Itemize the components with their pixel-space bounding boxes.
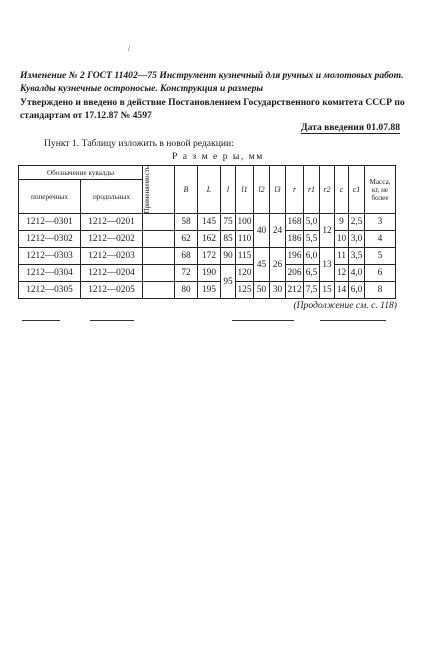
- header-r: r: [286, 166, 304, 214]
- cell-r1: 7,5: [304, 282, 320, 299]
- dimensions-table: [18, 165, 396, 299]
- table-header-row: [19, 166, 396, 180]
- cell-b: 72: [175, 265, 198, 282]
- cell-r1: 5,5: [304, 231, 320, 248]
- cell-c: 12: [335, 265, 349, 282]
- cell-code-longitudinal: 1212—0205: [81, 282, 143, 299]
- bottom-rule-right: [320, 320, 386, 321]
- header-applicability-label: Применяемость: [143, 166, 151, 214]
- cell-code-transverse: 1212—0304: [19, 265, 81, 282]
- cell-mass: 4: [365, 231, 396, 248]
- header-l: L: [198, 166, 221, 214]
- cell-l: 190: [198, 265, 221, 282]
- cell-l3: 30: [270, 282, 286, 299]
- cell-c1: 3,5: [349, 248, 365, 265]
- cell-c1: 2,5: [349, 214, 365, 231]
- cell-l2: 40: [254, 214, 270, 248]
- header-l-small: l: [221, 166, 236, 214]
- cell-r2: 13: [320, 248, 335, 282]
- cell-l: 195: [198, 282, 221, 299]
- cell-l-small: 85: [221, 231, 236, 248]
- header-l3: l3: [270, 166, 286, 214]
- cell-l3: 24: [270, 214, 286, 248]
- table-row: [19, 265, 396, 282]
- effective-date-text: Дата введения 01.07.88: [300, 122, 400, 133]
- cell-r: 168: [286, 214, 304, 231]
- bottom-rule-middle-left: [90, 320, 134, 321]
- table-row: [19, 248, 396, 265]
- header-transverse: поперечных: [19, 180, 81, 214]
- cell-code-transverse: 1212—0301: [19, 214, 81, 231]
- cell-c1: 3,0: [349, 231, 365, 248]
- amendment-heading: Изменение № 2 ГОСТ 11402—75 Инструмент кузнечный для ручных и молотовых работ. Кувалды кузнечные остроносые. Конструкция и размеры: [20, 70, 404, 94]
- header-l1: l1: [236, 166, 254, 214]
- cell-l1: 125: [236, 282, 254, 299]
- cell-l2: 45: [254, 248, 270, 282]
- cell-b: 62: [175, 231, 198, 248]
- cell-code-longitudinal: 1212—0203: [81, 248, 143, 265]
- cell-mass: 6: [365, 265, 396, 282]
- header-b: B: [175, 166, 198, 214]
- cell-c: 11: [335, 248, 349, 265]
- cell-applicability: [143, 282, 175, 299]
- cell-r1: 6,0: [304, 248, 320, 265]
- cell-r: 196: [286, 248, 304, 265]
- cell-b: 80: [175, 282, 198, 299]
- cell-r2: 12: [320, 214, 335, 248]
- header-applicability: [143, 166, 175, 214]
- cell-code-longitudinal: 1212—0201: [81, 214, 143, 231]
- cell-applicability: [143, 214, 175, 231]
- cell-l1: 110: [236, 231, 254, 248]
- cell-c1: 4,0: [349, 265, 365, 282]
- cell-l: 172: [198, 248, 221, 265]
- cell-r1: 6,5: [304, 265, 320, 282]
- continuation-note: (Продолжение см. с. 118): [293, 300, 397, 311]
- cell-b: 68: [175, 248, 198, 265]
- cell-c: 14: [335, 282, 349, 299]
- cell-code-longitudinal: 1212—0204: [81, 265, 143, 282]
- page-mark: /: [128, 44, 131, 53]
- cell-l1: 120: [236, 265, 254, 282]
- cell-applicability: [143, 265, 175, 282]
- cell-r1: 5,0: [304, 214, 320, 231]
- header-r2: r2: [320, 166, 335, 214]
- group-header: Обозначение кувалды: [19, 166, 143, 180]
- cell-r: 206: [286, 265, 304, 282]
- cell-applicability: [143, 231, 175, 248]
- item-text: Пункт 1. Таблицу изложить в новой редакции:: [44, 138, 234, 149]
- cell-mass: 3: [365, 214, 396, 231]
- cell-l-small: 95: [221, 265, 236, 299]
- cell-l: 162: [198, 231, 221, 248]
- cell-l-small: 90: [221, 248, 236, 265]
- cell-r2: 15: [320, 282, 335, 299]
- cell-l1: 115: [236, 248, 254, 265]
- table-row: [19, 231, 396, 248]
- cell-code-longitudinal: 1212—0202: [81, 231, 143, 248]
- cell-l1: 100: [236, 214, 254, 231]
- table-row: [19, 282, 396, 299]
- header-mass: Масса, кг, не более: [365, 166, 396, 214]
- cell-l-small: 75: [221, 214, 236, 231]
- cell-mass: 8: [365, 282, 396, 299]
- cell-code-transverse: 1212—0305: [19, 282, 81, 299]
- cell-code-transverse: 1212—0302: [19, 231, 81, 248]
- cell-code-transverse: 1212—0303: [19, 248, 81, 265]
- cell-l3: 26: [270, 248, 286, 282]
- header-c1: c1: [349, 166, 365, 214]
- cell-r: 186: [286, 231, 304, 248]
- approval-text: Утверждено и введено в действие Постановлением Государственного комитета СССР по стандартам от 17.12.87 № 4597: [20, 97, 405, 121]
- bottom-rule-left: [22, 320, 60, 321]
- cell-l2: 50: [254, 282, 270, 299]
- header-l2: l2: [254, 166, 270, 214]
- header-longitudinal: продольных: [81, 180, 143, 214]
- cell-c: 9: [335, 214, 349, 231]
- cell-applicability: [143, 248, 175, 265]
- effective-date: [301, 122, 400, 133]
- table-row: [19, 214, 396, 231]
- cell-c: 10: [335, 231, 349, 248]
- bottom-rule-middle-right: [232, 320, 294, 321]
- dimensions-caption: Р а з м е р ы, мм: [172, 151, 264, 162]
- cell-l: 145: [198, 214, 221, 231]
- cell-mass: 5: [365, 248, 396, 265]
- header-r1: r1: [304, 166, 320, 214]
- cell-c1: 6,0: [349, 282, 365, 299]
- header-c: c: [335, 166, 349, 214]
- cell-b: 58: [175, 214, 198, 231]
- cell-r: 212: [286, 282, 304, 299]
